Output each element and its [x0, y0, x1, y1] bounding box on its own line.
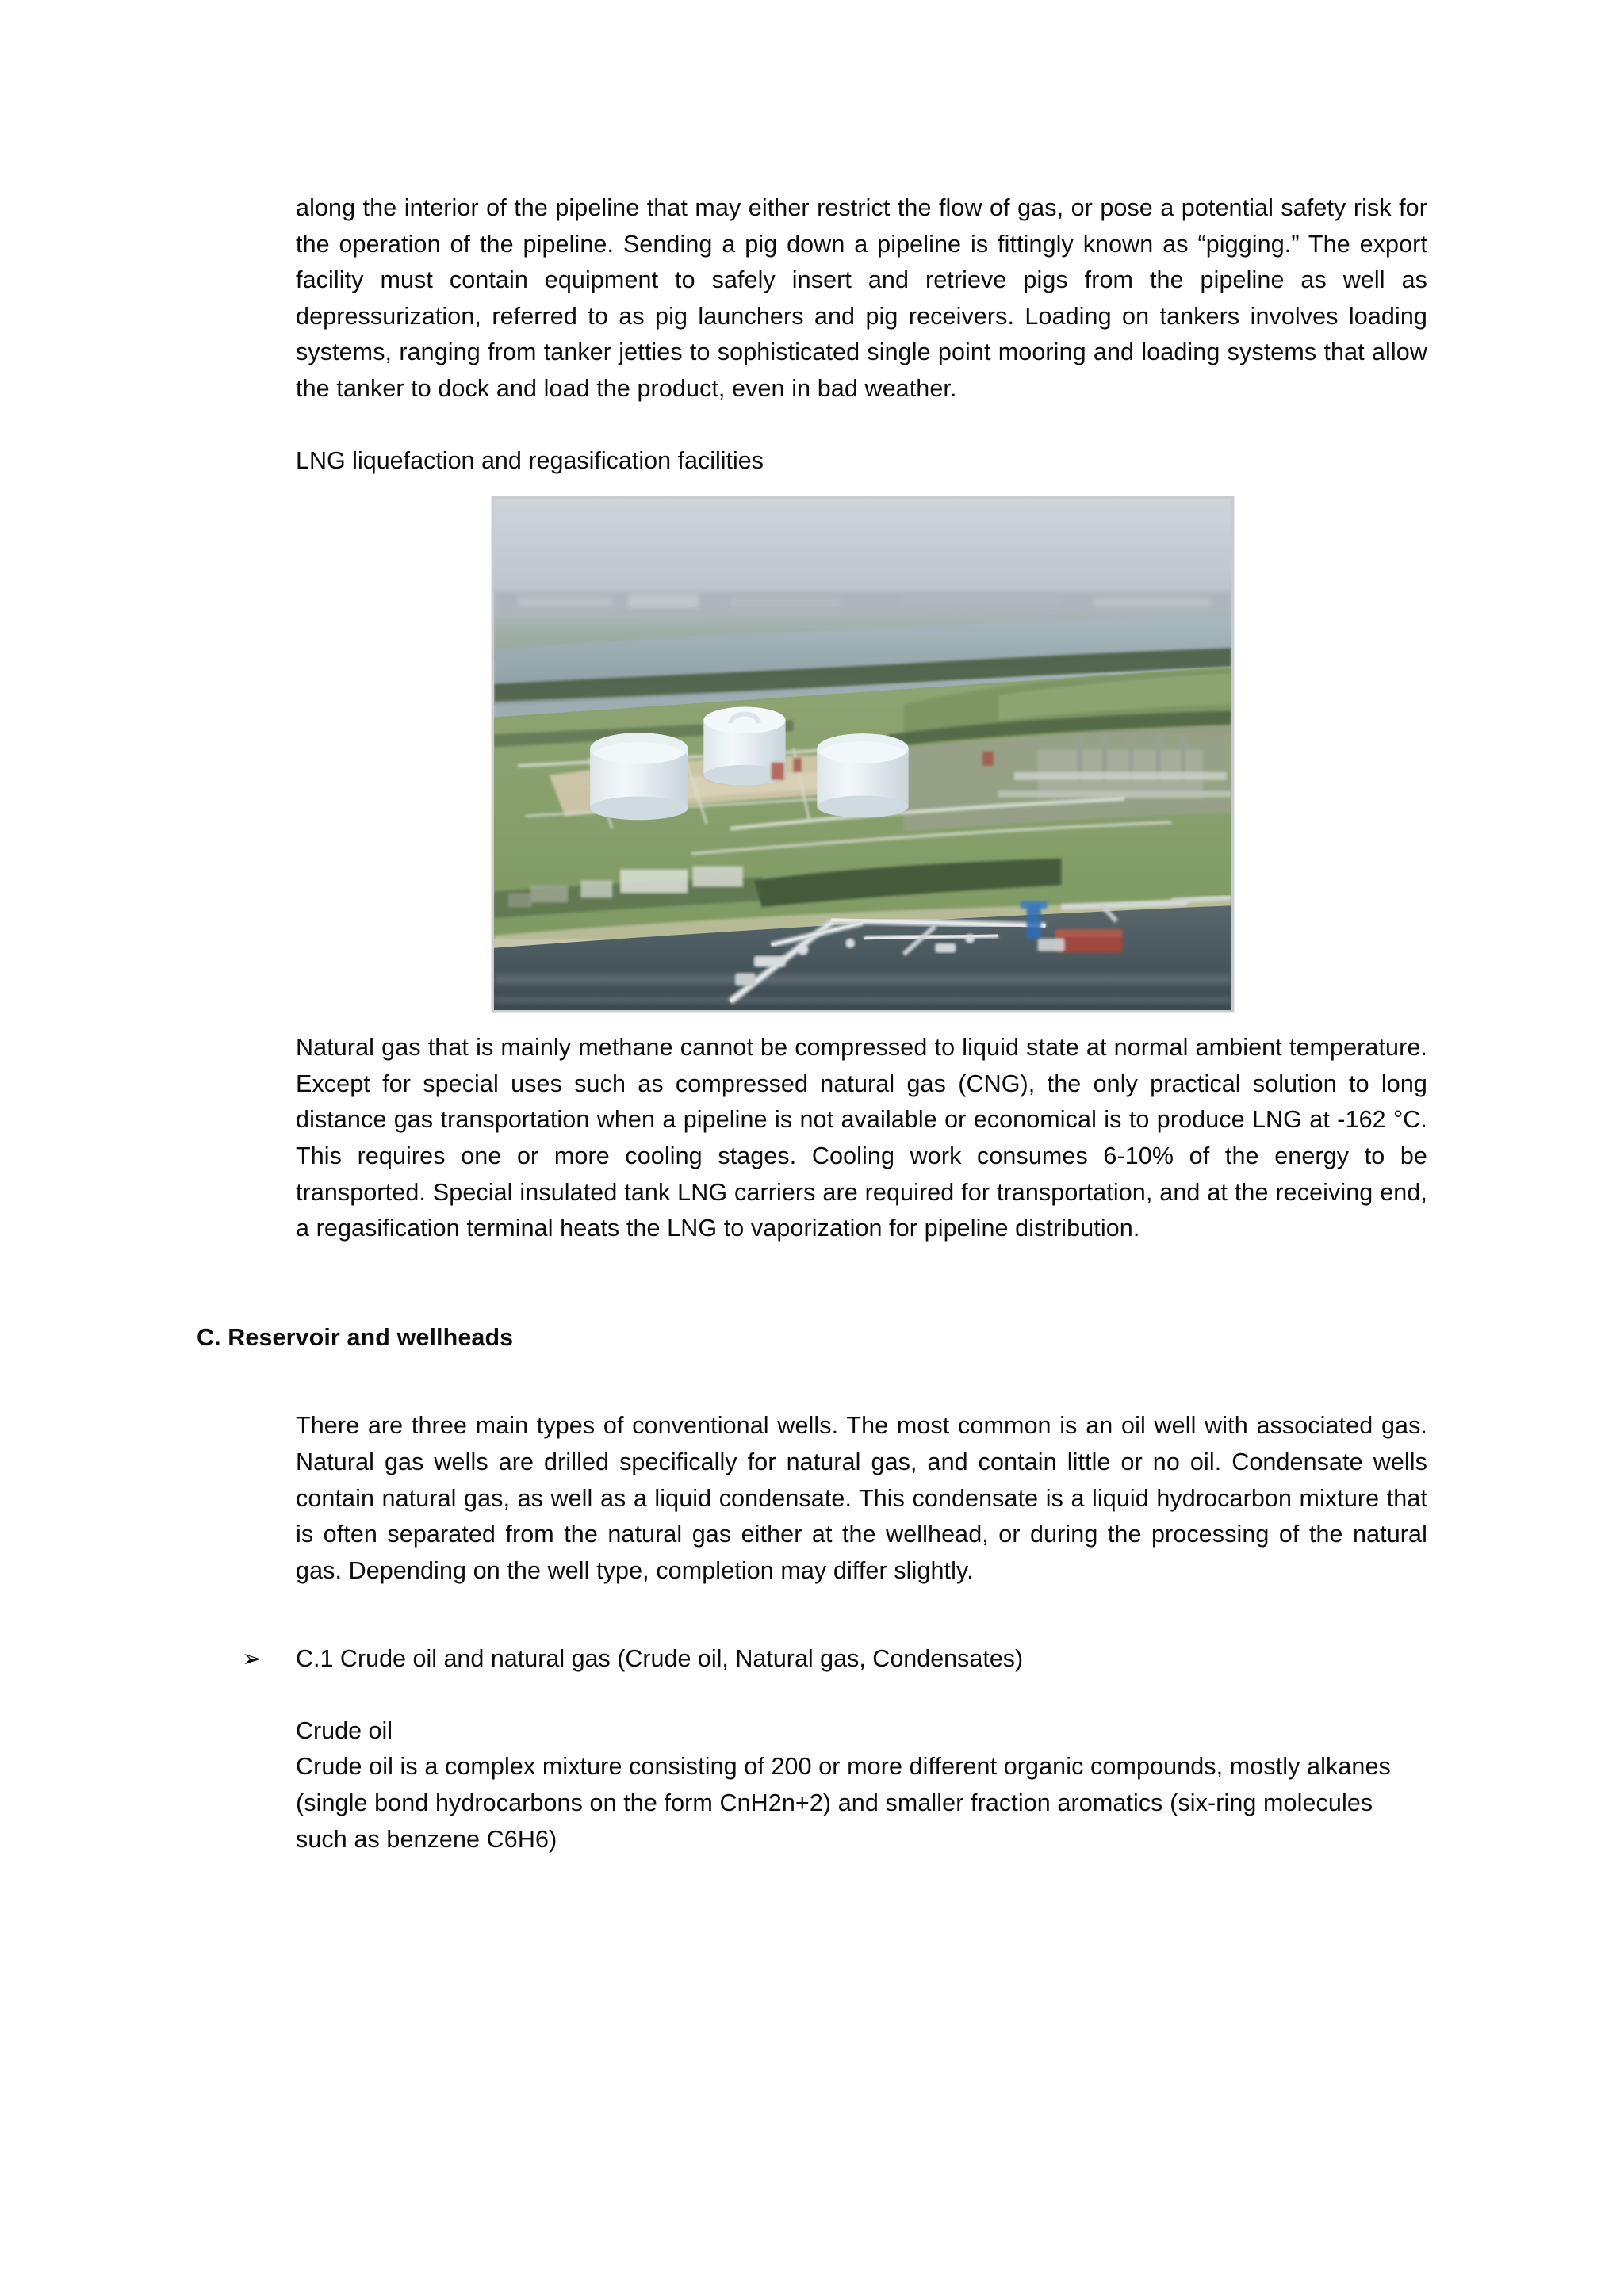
paragraph-lng-properties: Natural gas that is mainly methane cannot be compressed to liquid state at normal ambient temperature. Except for special uses such as compressed natural gas (CNG), the only practical solution to long distance gas transportation when a pipeline is not available or economical is to produce LNG at -162 °C. This requires one or more cooling stages. Cooling work consumes 6-10% of the energy to be transported. Special insulated tank LNG carriers are required for transportation, and at the receiving end, a regasification terminal heats the LNG to vaporization for pipeline distribution. [296, 1034, 1427, 1242]
subheading-lng-facilities: LNG liquefaction and regasification facilities [296, 446, 764, 474]
spacer [197, 1589, 1427, 1641]
spacer [197, 1247, 1427, 1320]
paragraph-well-types: There are three main types of conventional wells. The most common is an oil well with associated gas. Natural gas wells are drilled specifically for natural gas, and contain little or no oil. Condensate wells contain natural gas, as well as a liquid condensate. This condensate is a liquid hydrocarbon mixture that is often separated from the natural gas either at the wellhead, or during the processing of the natural gas. Depending on the well type, completion may differ slightly. [296, 1412, 1427, 1584]
spacer [197, 1356, 1427, 1408]
arrowhead-bullet-icon: ➢ [242, 1646, 262, 1673]
lng-terminal-illustration [494, 499, 1231, 1010]
subheading-crude-oil: Crude oil [296, 1716, 393, 1744]
lng-tank-1 [590, 733, 688, 820]
spacer [197, 408, 1427, 443]
spacer [197, 1012, 1427, 1030]
list-item-c1-label: C.1 Crude oil and natural gas (Crude oil, Natural gas, Condensates) [296, 1645, 1024, 1673]
paragraph-crude-oil-composition: Crude oil is a complex mixture consisting of 200 or more different organic compounds, mostly alkanes (single bond hydrocarbons on the form CnH2n+2) and smaller fraction aromatics (six-ring molecules such as benzene C6H6) [296, 1753, 1391, 1853]
list-item-c1 [242, 1641, 1427, 1678]
paragraph-pipeline-pigging: along the interior of the pipeline that may either restrict the flow of gas, or pose a potential safety risk for the operation of the pipeline. Sending a pig down a pipeline is fittingly known as “pigging.” The export facility must contain equipment to safely insert and retrieve pigs from the pipeline as well as depressurization, referred to as pig launchers and pig receivers. Loading on tankers involves loading systems, ranging from tanker jetties to sophisticated single point mooring and loading systems that allow the tanker to dock and load the product, even in bad weather. [296, 194, 1427, 402]
lng-terminal-aerial-photo [492, 496, 1234, 1012]
figure-wrapper [197, 496, 1427, 1012]
lng-tank-3 [817, 733, 908, 817]
section-heading-reservoir-wellheads: C. Reservoir and wellheads [197, 1323, 514, 1351]
page-content [197, 190, 1427, 1858]
spacer [197, 1678, 1427, 1713]
spacer [197, 479, 1427, 496]
